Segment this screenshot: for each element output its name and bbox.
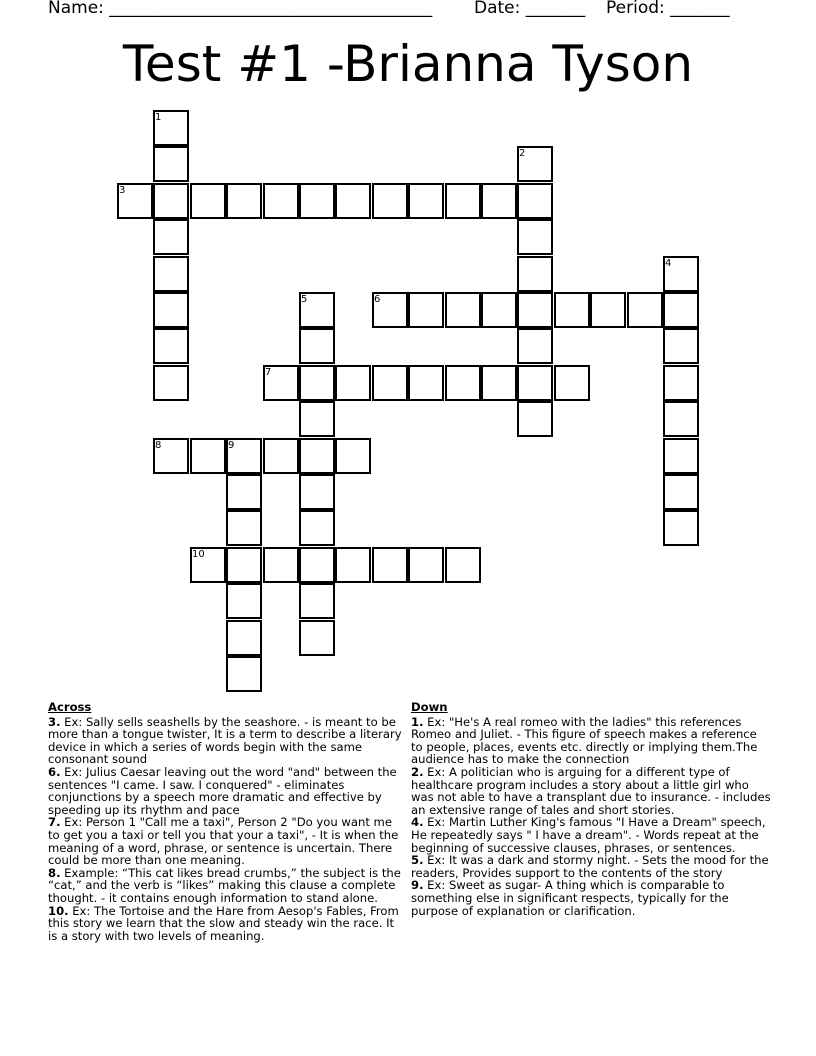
grid-cell[interactable] (335, 183, 371, 219)
grid-cell[interactable] (590, 292, 626, 328)
clue-number-8: 8 (155, 440, 162, 451)
down-clue (411, 766, 771, 816)
grid-cell[interactable] (408, 547, 444, 583)
across-clue-text: Ex: Julius Caesar leaving out the word "and" between the sentences "I came. I saw. I conquered" - eliminates conjunctions by a speech more dramatic and effective by speeding up its rhythm and pace (48, 764, 397, 817)
grid-cell[interactable] (554, 365, 590, 401)
down-clue-text: Ex: "He's A real romeo with the ladies" this references Romeo and Juliet. - This figure of speech makes a reference to people, places, events etc. directly or implying them.The audience has to make the connection (411, 714, 758, 767)
grid-cell[interactable] (153, 219, 189, 255)
across-clue-text: Ex: Person 1 "Call me a taxi", Person 2 "Do you want me to get you a taxi or tell you that your a taxi", - It is when the meaning of a word, phrase, or sentence is uncertain. There could be more than one meaning. (48, 815, 399, 868)
across-clues (48, 701, 404, 942)
grid-cell[interactable] (299, 547, 335, 583)
grid-cell[interactable] (663, 365, 699, 401)
across-clue-text: Ex: The Tortoise and the Hare from Aesop's Fables, From this story we learn that the slow and steady win the race. It is a story with two levels of meaning. (48, 903, 399, 943)
clue-number-2: 2 (519, 148, 526, 159)
across-clue-number: 7. (48, 815, 61, 830)
grid-cell[interactable] (481, 365, 517, 401)
grid-cell[interactable] (190, 438, 226, 474)
grid-cell[interactable] (226, 183, 262, 219)
grid-cell[interactable] (372, 547, 408, 583)
clue-number-10: 10 (192, 549, 205, 560)
grid-cell[interactable] (153, 146, 189, 182)
grid-cell[interactable] (299, 401, 335, 437)
grid-cell[interactable] (153, 183, 189, 219)
grid-cell[interactable] (226, 474, 262, 510)
down-clue-text: Ex: A politician who is arguing for a different type of healthcare program includes a story about a little girl who was not able to have a transplant due to insurance. - includes an extensive range of tales and short stories. (411, 764, 771, 817)
across-clue (48, 867, 404, 905)
grid-cell[interactable] (153, 365, 189, 401)
clue-number-3: 3 (119, 185, 126, 196)
down-clue-number: 9. (411, 878, 424, 893)
across-clue-number: 10. (48, 903, 69, 918)
grid-cell[interactable] (663, 401, 699, 437)
grid-cell[interactable] (153, 328, 189, 364)
grid-cell[interactable] (663, 292, 699, 328)
grid-cell[interactable] (517, 292, 553, 328)
across-clue-number: 3. (48, 714, 61, 729)
across-clue-number: 8. (48, 865, 61, 880)
grid-cell[interactable] (663, 438, 699, 474)
grid-cell[interactable] (445, 547, 481, 583)
grid-cell[interactable] (408, 292, 444, 328)
across-clue-number: 6. (48, 764, 61, 779)
down-clues (411, 701, 771, 917)
grid-cell[interactable] (190, 183, 226, 219)
grid-cell[interactable] (299, 438, 335, 474)
grid-cell[interactable] (627, 292, 663, 328)
grid-cell[interactable] (299, 583, 335, 619)
down-clue-text: Ex: Martin Luther King's famous "I Have a Dream" speech, He repeatedly says " I have a dream". - Words repeat at the beginning of successive clauses, phrases, or sentences. (411, 815, 766, 855)
date-field-label: Date: _______ (474, 0, 586, 18)
grid-cell[interactable] (299, 328, 335, 364)
across-clue (48, 816, 404, 866)
grid-cell[interactable] (408, 365, 444, 401)
name-field-label: Name: ______________________________________ (48, 0, 433, 18)
grid-cell[interactable] (663, 474, 699, 510)
grid-cell[interactable] (554, 292, 590, 328)
grid-cell[interactable] (481, 183, 517, 219)
clue-number-4: 4 (665, 258, 672, 269)
grid-cell[interactable] (445, 292, 481, 328)
grid-cell[interactable] (226, 583, 262, 619)
down-clue (411, 716, 771, 766)
down-clue-list (411, 716, 771, 918)
clue-number-7: 7 (265, 367, 272, 378)
grid-cell[interactable] (335, 438, 371, 474)
grid-cell[interactable] (372, 183, 408, 219)
grid-cell[interactable] (153, 256, 189, 292)
grid-cell[interactable] (263, 183, 299, 219)
across-clue-text: Ex: Sally sells seashells by the seashore. - is meant to be more than a tongue twister, It is a term to describe a literary device in which a series of words begin with the same consonant sound (48, 714, 402, 767)
grid-cell[interactable] (372, 365, 408, 401)
across-clue (48, 716, 404, 766)
down-clue-number: 4. (411, 815, 424, 830)
grid-cell[interactable] (517, 401, 553, 437)
down-clue (411, 816, 771, 854)
period-field-label: Period: _______ (606, 0, 730, 18)
grid-cell[interactable] (299, 474, 335, 510)
clue-number-6: 6 (374, 294, 381, 305)
down-clue-number: 1. (411, 714, 424, 729)
down-heading: Down (411, 700, 448, 714)
across-clue-text: Example: “This cat likes bread crumbs,” the subject is the “cat,” and the verb is “likes” making this clause a complete thought. - it contains enough information to stand alone. (48, 865, 401, 905)
down-clue-text: Ex: It was a dark and stormy night. - Sets the mood for the readers, Provides support to the contents of the story (411, 853, 769, 880)
down-clue-text: Ex: Sweet as sugar- A thing which is comparable to something else in significant respects, typically for the purpose of explanation or clarification. (411, 878, 729, 918)
grid-cell[interactable] (517, 328, 553, 364)
grid-cell[interactable] (517, 183, 553, 219)
across-clue (48, 905, 404, 943)
clue-number-5: 5 (301, 294, 308, 305)
down-clue-number: 2. (411, 764, 424, 779)
clue-number-9: 9 (228, 440, 235, 451)
grid-cell[interactable] (517, 219, 553, 255)
grid-cell[interactable] (517, 256, 553, 292)
down-clue (411, 879, 771, 917)
grid-cell[interactable] (517, 365, 553, 401)
grid-cell[interactable] (153, 292, 189, 328)
grid-cell[interactable] (226, 620, 262, 656)
clue-number-1: 1 (155, 112, 162, 123)
down-clue-number: 5. (411, 853, 424, 868)
grid-cell[interactable] (263, 547, 299, 583)
grid-cell[interactable] (335, 547, 371, 583)
grid-cell[interactable] (299, 510, 335, 546)
grid-cell[interactable] (408, 183, 444, 219)
down-clue (411, 854, 771, 879)
grid-cell[interactable] (299, 620, 335, 656)
grid-cell[interactable] (335, 365, 371, 401)
grid-cell[interactable] (663, 510, 699, 546)
grid-cell[interactable] (263, 438, 299, 474)
grid-cell[interactable] (445, 183, 481, 219)
grid-cell[interactable] (663, 328, 699, 364)
grid-cell[interactable] (226, 656, 262, 692)
across-heading: Across (48, 700, 92, 714)
grid-cell[interactable] (481, 292, 517, 328)
grid-cell[interactable] (445, 365, 481, 401)
grid-cell[interactable] (226, 547, 262, 583)
grid-cell[interactable] (299, 365, 335, 401)
grid-cell[interactable] (299, 183, 335, 219)
across-clue-list (48, 716, 404, 943)
grid-cell[interactable] (226, 510, 262, 546)
across-clue (48, 766, 404, 816)
page-title: Test #1 -Brianna Tyson (122, 35, 694, 93)
